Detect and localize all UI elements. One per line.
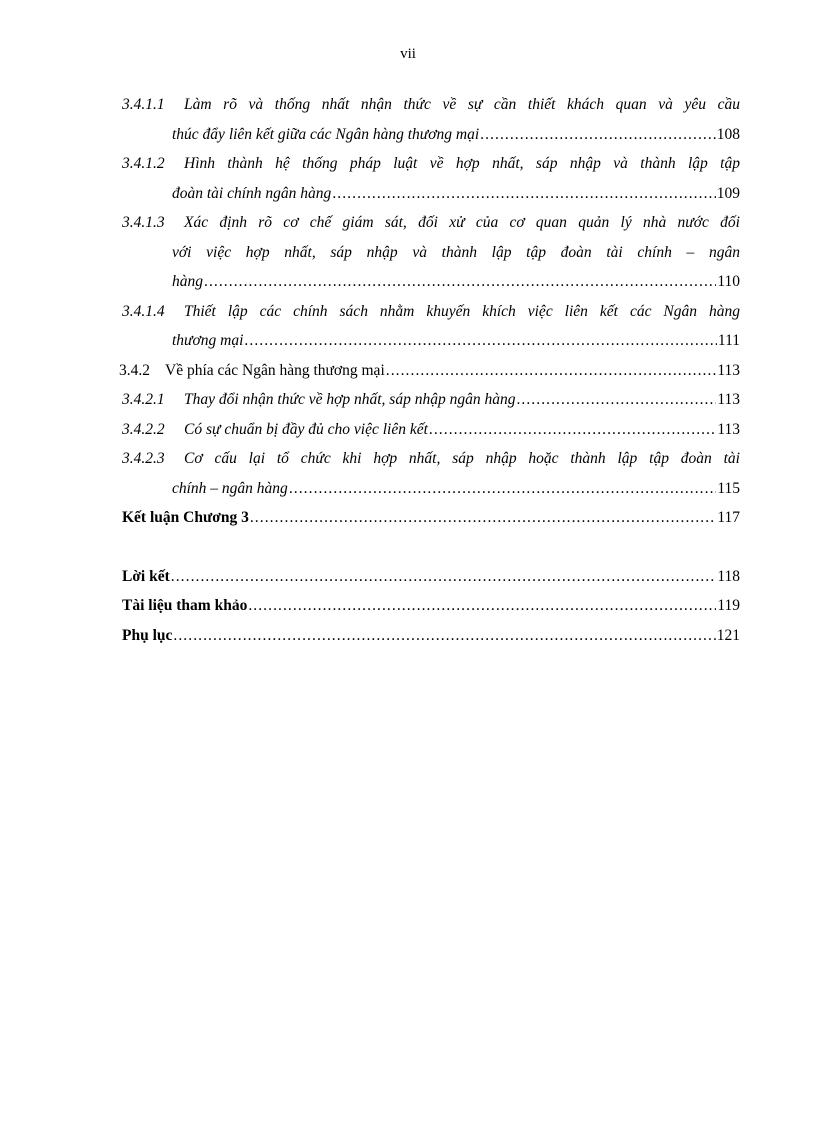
toc-entry[interactable] xyxy=(122,444,740,503)
dot-leader xyxy=(204,267,716,297)
toc-entry-title: Thiết lập các chính sách nhằm khuyến khích việc liên kết các Ngân hàng xyxy=(184,302,740,320)
toc-page-number: 113 xyxy=(717,391,740,408)
toc-entry-title: Xác định rõ cơ chế giám sát, đối xử của cơ quan quản lý nhà nước đối xyxy=(184,214,740,231)
toc-page-number: 109 xyxy=(716,184,740,202)
toc-entry-number: 3.4.2 xyxy=(119,361,150,379)
toc-entry-number: 3.4.1.4 xyxy=(122,302,165,320)
dot-leader xyxy=(332,179,715,209)
toc-entry-title: với việc hợp nhất, sáp nhập và thành lập tập đoàn tài chính – ngân xyxy=(172,243,740,261)
toc-page-number: 113 xyxy=(717,420,740,438)
dot-leader xyxy=(250,503,716,533)
toc-entry[interactable] xyxy=(122,415,740,445)
dot-leader xyxy=(289,474,717,504)
toc-page-number: 118 xyxy=(717,567,740,585)
toc-page-number: 108 xyxy=(716,125,740,143)
dot-leader xyxy=(171,562,717,592)
toc-entry-title: Kết luận Chương 3 xyxy=(122,509,249,526)
toc-entry-title: Lời kết xyxy=(122,567,170,585)
toc-entry[interactable] xyxy=(122,208,740,297)
dot-leader xyxy=(516,385,716,415)
toc-page-number: 111 xyxy=(717,332,740,349)
toc-entry[interactable] xyxy=(119,356,740,386)
toc-entry[interactable] xyxy=(122,149,740,208)
toc-entry-number: 3.4.1.2 xyxy=(122,155,165,172)
toc-entry-title: Thay đổi nhận thức về hợp nhất, sáp nhập ngân hàng xyxy=(184,391,516,408)
toc-entry[interactable] xyxy=(122,621,740,651)
toc-entry-title: thương mại xyxy=(172,332,244,349)
toc-page-number: 119 xyxy=(717,597,740,614)
toc-entry-number: 3.4.2.3 xyxy=(122,450,165,467)
dot-leader xyxy=(480,120,716,150)
toc-page-number: 115 xyxy=(717,479,740,497)
toc-page-number: 110 xyxy=(717,273,740,290)
toc-entry-title: Về phía các Ngân hàng thương mại xyxy=(165,361,385,379)
page-number: vii xyxy=(400,46,416,62)
toc-page-number: 121 xyxy=(716,626,740,644)
dot-leader xyxy=(244,326,716,356)
section-gap xyxy=(122,533,740,562)
toc-entry[interactable] xyxy=(122,503,740,533)
toc-entry-title: Làm rõ và thống nhất nhận thức về sự cần thiết khách quan và yêu cầu xyxy=(184,96,740,113)
toc-entry-title: thúc đẩy liên kết giữa các Ngân hàng thương mại xyxy=(172,125,480,143)
dot-leader xyxy=(386,356,717,386)
toc-entry-title: Có sự chuẩn bị đầy đủ cho việc liên kết xyxy=(184,420,428,438)
toc-entry-number: 3.4.2.2 xyxy=(122,420,165,438)
toc-entry[interactable] xyxy=(122,90,740,149)
dot-leader xyxy=(248,591,716,621)
toc-entry-number: 3.4.1.1 xyxy=(122,96,165,113)
toc-entry[interactable] xyxy=(122,385,740,415)
toc-entry-title: Cơ cấu lại tổ chức khi hợp nhất, sáp nhập hoặc thành lập tập đoàn tài xyxy=(184,450,740,467)
toc-entry[interactable] xyxy=(122,297,740,356)
toc-entry[interactable] xyxy=(122,591,740,621)
toc-entry-number: 3.4.1.3 xyxy=(122,214,165,231)
toc-entry-title: Tài liệu tham khảo xyxy=(122,597,248,614)
dot-leader xyxy=(173,621,715,651)
toc-entry-title: chính – ngân hàng xyxy=(172,479,288,497)
toc-page-number: 117 xyxy=(717,509,740,526)
toc-entry-title: đoàn tài chính ngân hàng xyxy=(172,184,332,202)
toc-entry-title: hàng xyxy=(172,273,203,290)
toc-entry-title: Hình thành hệ thống pháp luật về hợp nhất, sáp nhập và thành lập tập xyxy=(184,155,740,172)
toc-entry-number: 3.4.2.1 xyxy=(122,391,165,408)
table-of-contents xyxy=(119,90,740,650)
toc-page-number: 113 xyxy=(717,361,740,379)
dot-leader xyxy=(429,415,716,445)
toc-entry[interactable] xyxy=(122,562,740,592)
toc-entry-title: Phụ lục xyxy=(122,626,173,644)
